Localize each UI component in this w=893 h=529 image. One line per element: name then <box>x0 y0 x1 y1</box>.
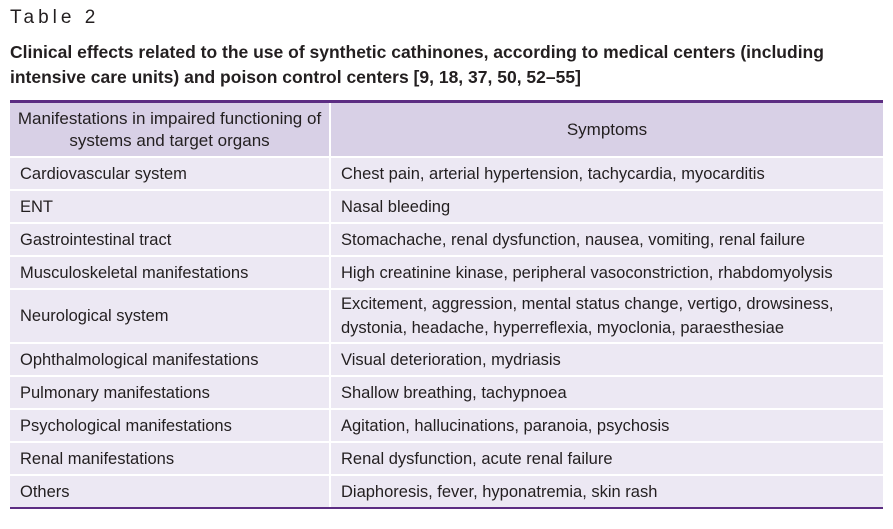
cell-system: Pulmonary manifestations <box>10 376 330 409</box>
clinical-effects-table <box>10 100 883 509</box>
table-label: Table 2 <box>10 7 100 28</box>
table-caption: Clinical effects related to the use of synthetic cathinones, according to medical centers (including intensive care units) and poison control centers [9, 18, 37, 50, 52–55] <box>10 42 824 87</box>
cell-symptoms: Shallow breathing, tachypnoea <box>330 376 883 409</box>
cell-symptoms: Agitation, hallucinations, paranoia, psychosis <box>330 409 883 442</box>
cell-symptoms: Chest pain, arterial hypertension, tachycardia, myocarditis <box>330 157 883 190</box>
table-row <box>10 442 883 475</box>
cell-system: Gastrointestinal tract <box>10 223 330 256</box>
cell-system: Ophthalmological manifestations <box>10 343 330 376</box>
cell-symptoms: Excitement, aggression, mental status change, vertigo, drowsiness, dystonia, headache, hyperreflexia, myoclonia, paraesthesiae <box>330 289 883 343</box>
table-row <box>10 409 883 442</box>
cell-system: Others <box>10 475 330 507</box>
cell-system: Neurological system <box>10 289 330 343</box>
table-bottom-rule <box>10 507 883 509</box>
cell-system: Renal manifestations <box>10 442 330 475</box>
table-row <box>10 343 883 376</box>
table <box>10 103 883 507</box>
table-row <box>10 475 883 507</box>
cell-symptoms: Stomachache, renal dysfunction, nausea, vomiting, renal failure <box>330 223 883 256</box>
table-row <box>10 157 883 190</box>
table-row <box>10 190 883 223</box>
cell-system: Psychological manifestations <box>10 409 330 442</box>
table-row <box>10 223 883 256</box>
cell-system: Musculoskeletal manifestations <box>10 256 330 289</box>
column-header-symptoms: Symptoms <box>330 103 883 157</box>
cell-symptoms: Renal dysfunction, acute renal failure <box>330 442 883 475</box>
cell-symptoms: Visual deterioration, mydriasis <box>330 343 883 376</box>
column-header-manifestations: Manifestations in impaired functioning of systems and target organs <box>10 103 330 157</box>
table-row <box>10 256 883 289</box>
cell-system: ENT <box>10 190 330 223</box>
cell-symptoms: Nasal bleeding <box>330 190 883 223</box>
table-row <box>10 376 883 409</box>
cell-symptoms: Diaphoresis, fever, hyponatremia, skin rash <box>330 475 883 507</box>
table-row <box>10 289 883 343</box>
cell-system: Cardiovascular system <box>10 157 330 190</box>
table-header-row <box>10 103 883 157</box>
cell-symptoms: High creatinine kinase, peripheral vasoconstriction, rhabdomyolysis <box>330 256 883 289</box>
